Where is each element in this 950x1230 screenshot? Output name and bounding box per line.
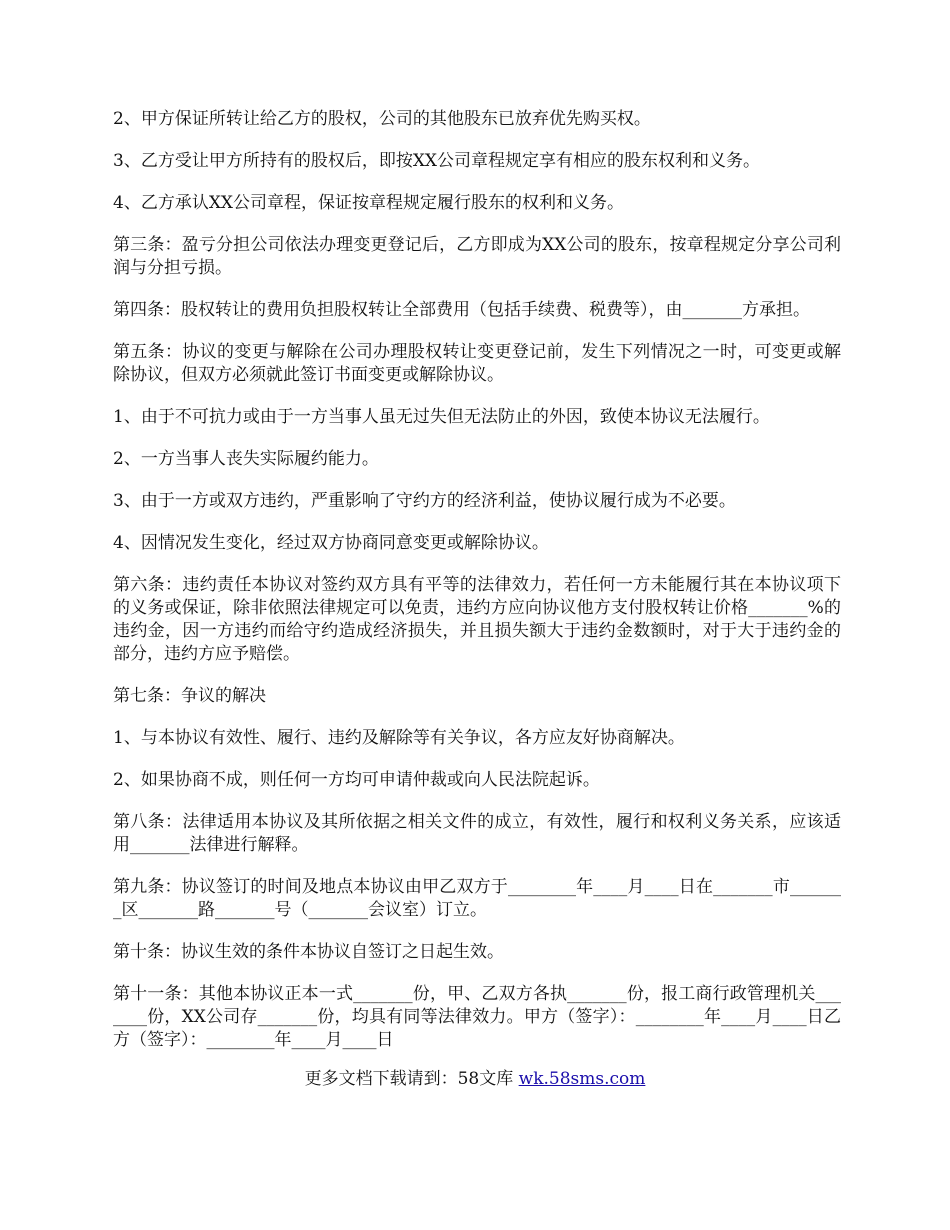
clause-paragraph: 2、一方当事人丧失实际履约能力。 (113, 449, 379, 469)
clause-paragraph: 2、如果协商不成，则任何一方均可申请仲裁或向人民法院起诉。 (113, 770, 600, 790)
clause-paragraph: 1、由于不可抗力或由于一方当事人虽无过失但无法防止的外因，致使本协议无法履行。 (113, 407, 770, 427)
article-5-paragraph: 第五条：协议的变更与解除在公司办理股权转让变更登记前，发生下列情况之一时，可变更或解除协议，但双方必须就此签订书面变更或解除协议。 (113, 342, 841, 385)
article-6-paragraph: 第六条：违约责任本协议对签约双方具有平等的法律效力，若任何一方未能履行其在本协议项下的义务或保证，除非依照法律规定可以免责，违约方应向协议他方支付股权转让价格_______%的违约金，因一方违约而给守约造成经济损失，并且损失额大于违约金数额时，对于大于违约金的部分，违约方应予赔偿。 (113, 575, 841, 664)
article-3-paragraph: 第三条：盈亏分担公司依法办理变更登记后，乙方即成为XX公司的股东，按章程规定分享公司利润与分担亏损。 (113, 235, 841, 278)
footer (0, 1068, 950, 1091)
clause-paragraph: 3、乙方受让甲方所持有的股权后，即按XX公司章程规定享有相应的股东权利和义务。 (113, 151, 761, 171)
article-10-paragraph: 第十条：协议生效的条件本协议自签订之日起生效。 (113, 942, 504, 962)
footer-link[interactable]: wk.58sms.com (518, 1069, 646, 1089)
article-4-paragraph: 第四条：股权转让的费用负担股权转让全部费用（包括手续费、税费等），由_______方承担。 (113, 300, 810, 320)
document-body (113, 108, 841, 1071)
clause-paragraph: 1、与本协议有效性、履行、违约及解除等有关争议，各方应友好协商解决。 (113, 728, 685, 748)
article-8-paragraph: 第八条：法律适用本协议及其所依据之相关文件的成立，有效性，履行和权利义务关系，应该适用_______法律进行解释。 (113, 812, 841, 855)
article-7-heading: 第七条：争议的解决 (113, 686, 266, 706)
footer-text: 更多文档下载请到：58文库 (304, 1069, 519, 1089)
clause-paragraph: 2、甲方保证所转让给乙方的股权，公司的其他股东已放弃优先购买权。 (113, 109, 651, 129)
clause-paragraph: 4、因情况发生变化，经过双方协商同意变更或解除协议。 (113, 533, 549, 553)
clause-paragraph: 3、由于一方或双方违约，严重影响了守约方的经济利益，使协议履行成为不必要。 (113, 491, 736, 511)
article-11-paragraph: 第十一条：其他本协议正本一式_______份，甲、乙双方各执_______份，报工商行政管理机关_______份，XX公司存_______份，均具有同等法律效力。甲方（签字）：________年____月____日乙方（签字）：________年____月____日 (113, 984, 841, 1050)
clause-paragraph: 4、乙方承认XX公司章程，保证按章程规定履行股东的权利和义务。 (113, 193, 625, 213)
article-9-paragraph: 第九条：协议签订的时间及地点本协议由甲乙双方于________年____月____日在_______市_______区_______路_______号（_______会议室）订立。 (113, 877, 841, 920)
